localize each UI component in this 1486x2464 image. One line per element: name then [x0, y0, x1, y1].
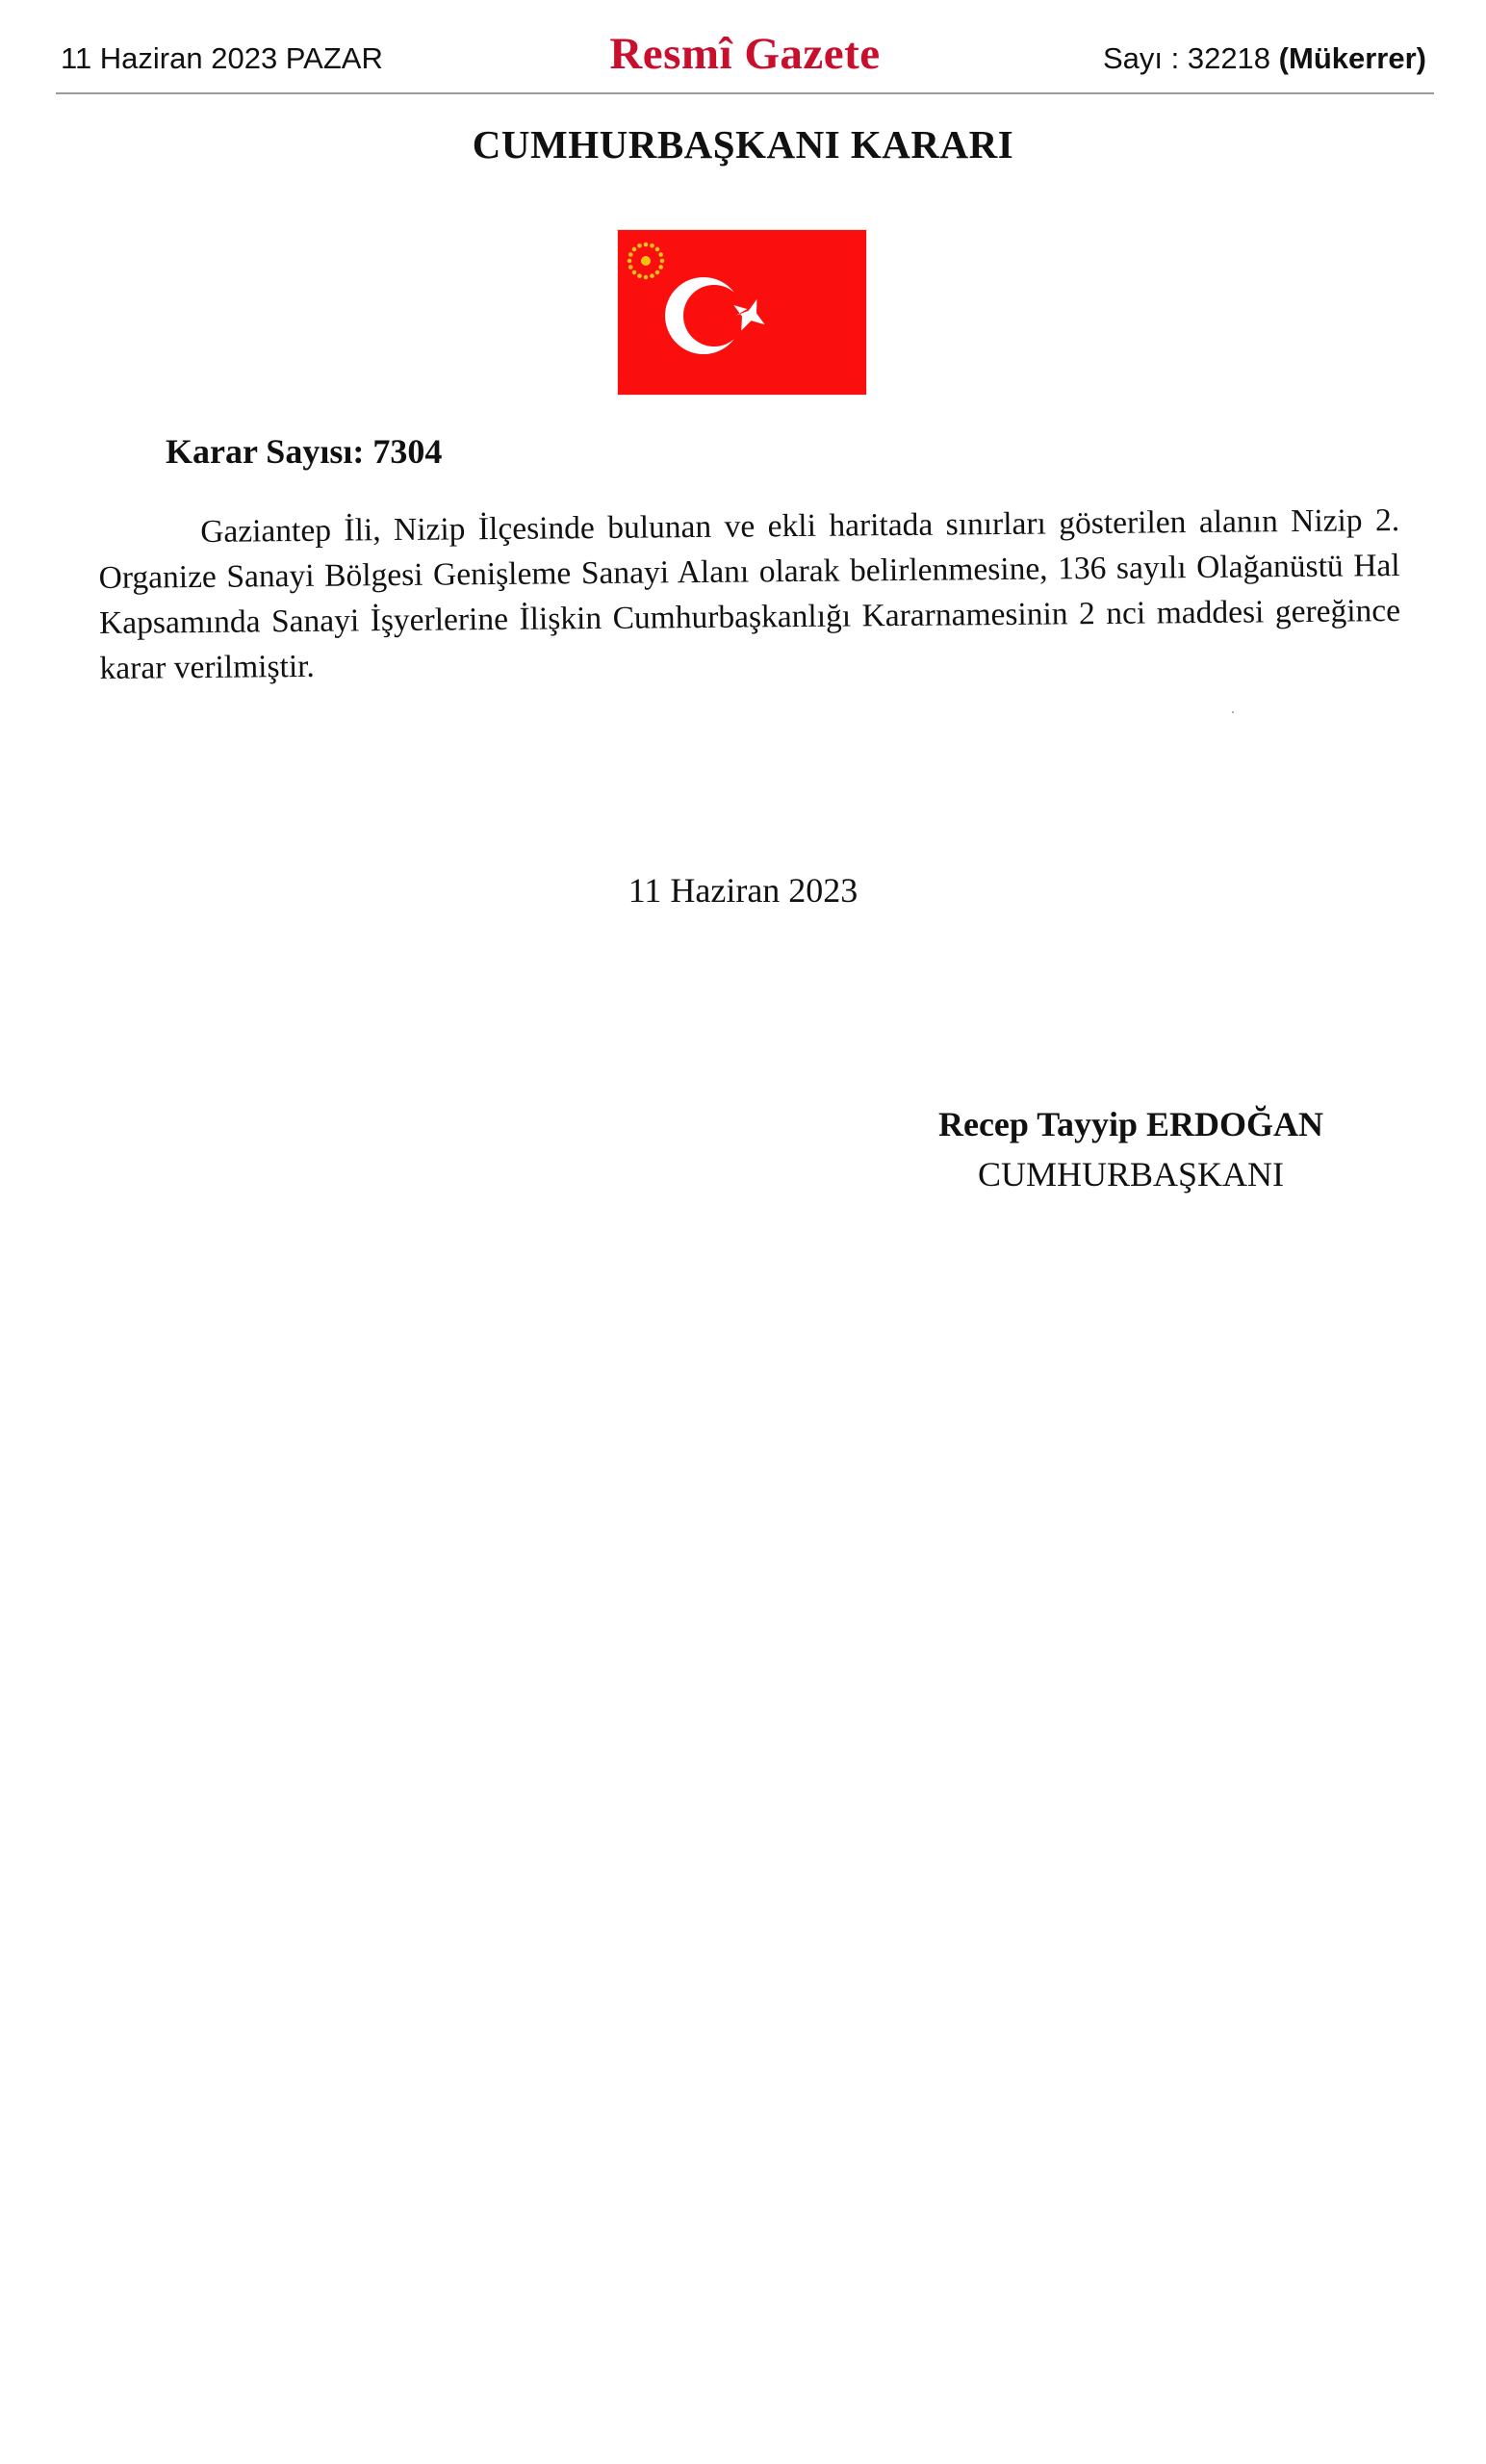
signer-name: Recep Tayyip ERDOĞAN [937, 1105, 1324, 1143]
header-date: 11 Haziran 2023 PAZAR [61, 41, 383, 75]
scan-speck [1232, 711, 1234, 713]
signature-block [876, 1102, 1386, 1202]
seal-star-icon [644, 243, 649, 247]
seal-star-icon [637, 244, 642, 248]
decision-number: Karar Sayısı: 7304 [166, 432, 443, 471]
seal-star-icon [637, 273, 642, 278]
gazette-header [56, 0, 1434, 94]
seal-star-icon [660, 259, 665, 264]
signer-title: CUMHURBAŞKANI [977, 1155, 1285, 1194]
seal-center-icon [641, 256, 651, 266]
decision-body: Gaziantep İli, Nizip İlçesinde bulunan ve ekli haritada sınırları gösterilen alanın Nizip 2. Organize Sanayi Bölgesi Genişleme Sanayi Alanı olarak belirlenmesine, 136 sayılı Olağanüstü Hal Kapsamında Sanayi İşyerlerine İlişkin Cumhurbaşkanlığı Kararnamesinin 2 nci maddesi gereğince karar verilmiştir. [98, 502, 1401, 686]
header-divider [56, 92, 1434, 94]
seal-star-icon [644, 275, 649, 280]
document-type-heading: CUMHURBAŞKANI KARARI [472, 122, 1014, 167]
seal-star-icon [650, 244, 654, 248]
seal-star-icon [628, 265, 633, 270]
signature-date: 11 Haziran 2023 [628, 871, 858, 910]
seal-star-icon [655, 270, 660, 275]
seal-star-icon [658, 252, 663, 257]
seal-star-icon [650, 273, 654, 278]
seal-star-icon [658, 265, 663, 270]
seal-star-icon [628, 259, 632, 264]
header-issue [1103, 41, 1426, 76]
seal-star-icon [655, 247, 660, 252]
issue-note: (Mükerrer) [1278, 41, 1426, 75]
gazette-title: Resmî Gazete [609, 29, 881, 79]
crescent-inner [683, 285, 745, 346]
seal-star-icon [632, 270, 637, 275]
seal-star-icon [632, 247, 637, 252]
issue-number: Sayı : 32218 [1102, 41, 1271, 75]
seal-star-icon [628, 252, 633, 257]
presidential-flag-icon [617, 229, 867, 396]
